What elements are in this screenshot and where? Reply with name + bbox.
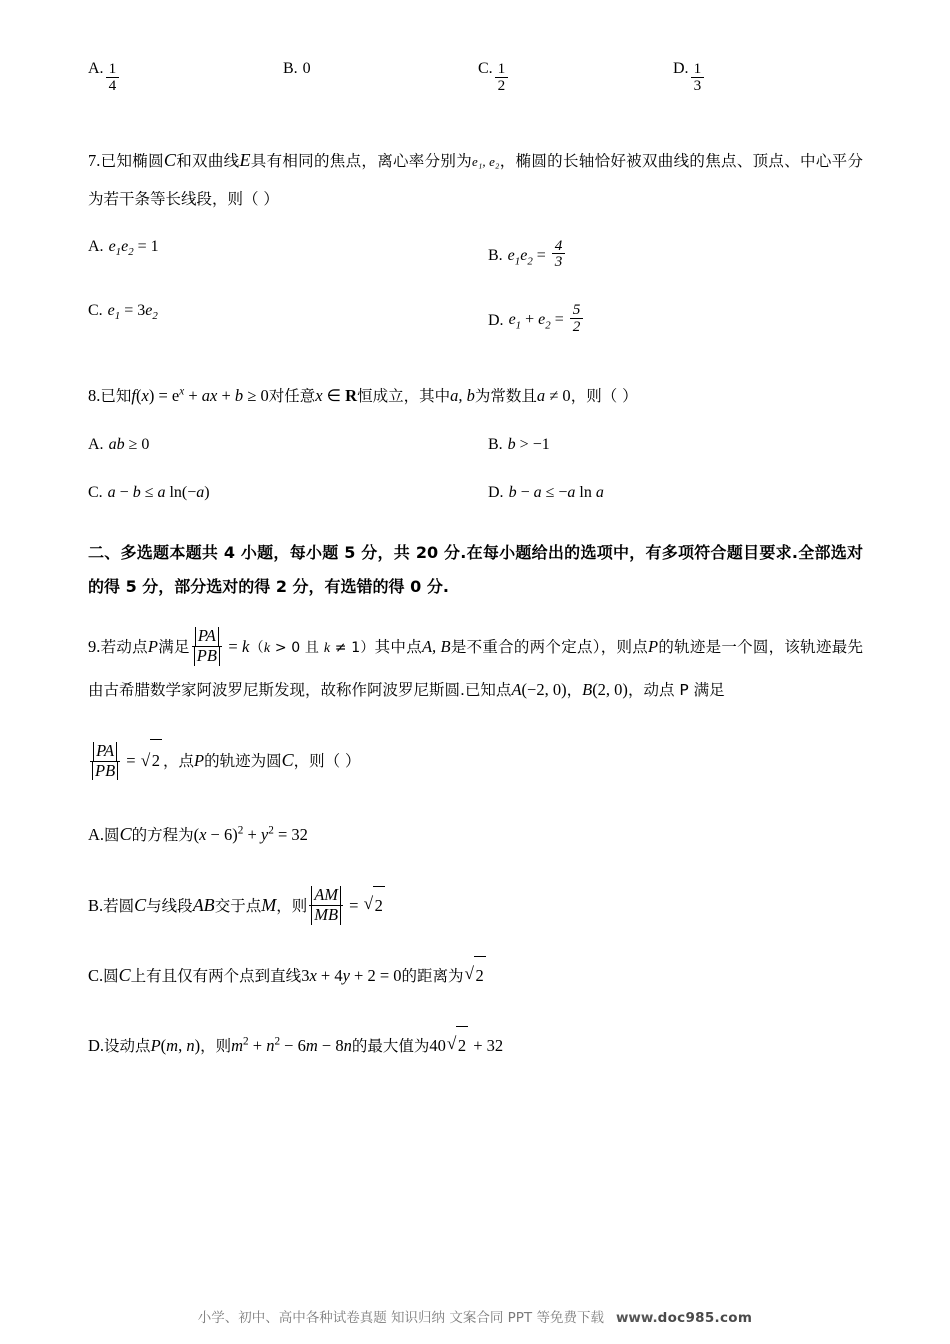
question-8-option-d-expr: b − a ≤ −a ln a <box>508 484 604 502</box>
question-8-option-a-expr: ab ≥ 0 <box>108 436 150 454</box>
question-7-option-c-label: C. <box>88 302 103 320</box>
question-7-number: 7. <box>88 150 101 170</box>
question-8-stem <box>88 377 863 414</box>
q6-option-a-value: $\frac{1}{4}$ <box>106 61 120 94</box>
question-8-option-a <box>88 436 488 454</box>
question-7-text-1: 已知椭圆 <box>100 151 164 170</box>
question-9-option-b-mid2: 交于点 <box>214 896 262 915</box>
question-9-ratio-expr-2: $\frac{PA}{PB}$ = √ 2 <box>88 751 163 770</box>
question-9-option-a-mid: 的方程为 <box>131 826 194 845</box>
question-9-option-d-expr3: 40 √ 2 + 32 <box>429 1036 503 1055</box>
question-9-text-7: ，点 <box>162 752 194 771</box>
question-7-option-a-expr: $e_1e_2 = 1$ <box>108 237 159 258</box>
question-9-point-a: A(−2, 0) <box>511 679 567 699</box>
question-8-expr-3: a, b <box>450 386 475 406</box>
question-7-var-e: E <box>239 149 251 170</box>
question-8-option-c <box>88 484 488 502</box>
question-7-option-d <box>488 302 863 335</box>
question-9-text-9: ，则（ ） <box>293 752 361 771</box>
question-8-option-b <box>488 436 863 454</box>
question-8-option-d-label: D. <box>488 484 504 502</box>
question-9-option-b-var: C <box>134 894 147 915</box>
question-9-option-d-pre: 设动点 <box>104 1036 151 1055</box>
question-8-option-c-label: C. <box>88 484 103 502</box>
question-9-stem <box>88 626 863 712</box>
question-7-text-2: 和双曲线 <box>175 151 240 170</box>
question-9-number: 9. <box>88 636 101 656</box>
question-7-var-c: C <box>163 149 176 170</box>
question-7 <box>88 140 863 335</box>
q6-option-b-value: 0 <box>302 60 311 77</box>
question-7-text-3: 具有相同的焦点，离心率分别为 <box>250 151 473 170</box>
question-9-text-6: ，动点 P 满足 <box>627 680 725 699</box>
q6-options-row <box>88 60 863 94</box>
question-9-option-c-mid: 上有且仅有两个点到直线 <box>130 967 302 986</box>
question-9-option-c-expr2: √ 2 <box>464 966 487 985</box>
q6-option-a <box>88 60 283 94</box>
question-9-option-c-mid2: 的距离为 <box>401 967 464 986</box>
section-2-heading: 二、多选题本题共 4 小题，每小题 5 分，共 20 分.在每小题给出的选项中，有多项符合题目要求.全部选对的得 5 分，部分选对的得 2 分，有选错的得 0 分. <box>88 543 863 597</box>
q6-option-a-label: A. <box>88 60 104 77</box>
question-9-text-8: 的轨迹为圆 <box>204 752 282 771</box>
question-7-option-d-label: D. <box>488 311 504 329</box>
question-7-options <box>88 238 863 271</box>
question-9-option-b-label: B. <box>88 895 104 915</box>
question-9-option-a-var: C <box>119 824 132 845</box>
question-8-option-c-expr: a − b ≤ a ln(−a) <box>107 484 210 502</box>
question-9-option-d-mid: ，则 <box>200 1036 232 1055</box>
q6-option-d-label: D. <box>673 60 689 77</box>
question-8-text-3: 恒成立，其中 <box>357 387 451 406</box>
question-7-stem <box>88 140 863 218</box>
question-9-option-c-label: C. <box>88 966 104 986</box>
question-8-number: 8. <box>88 386 101 406</box>
question-9-points-ab: A, B <box>421 636 451 656</box>
question-7-option-d-expr: $e_1 + e_2$ = $\frac{5}{2}$ <box>509 302 586 335</box>
question-9-option-d-mid2: 的最大值为 <box>351 1036 430 1055</box>
question-9-option-b-mid: 与线段 <box>146 896 193 915</box>
q6-option-b-label: B. <box>283 60 298 77</box>
question-9-option-b-expr: $\frac{AM}{MB}$ = √ 2 <box>307 896 386 915</box>
question-9-option-a-expr: $(x - 6)^2 + y^2 = 32$ <box>193 824 308 845</box>
question-9-option-b <box>88 885 863 926</box>
question-9-text-2: 满足 <box>158 637 190 656</box>
question-7-option-c <box>88 302 488 335</box>
question-8-expr-1: $f(x) = e^x$ + ax + b ≥ 0 <box>131 385 269 406</box>
question-9-option-a-pre: 圆 <box>104 826 120 845</box>
question-9-option-b-var3: M <box>261 894 277 915</box>
question-9 <box>88 626 863 1064</box>
question-9-option-b-mid3: ，则 <box>276 896 308 915</box>
question-8 <box>88 377 863 502</box>
page-footer <box>0 1306 950 1326</box>
question-9-comma: ， <box>566 680 583 699</box>
question-7-eccentricities: e₁, e₂ <box>472 153 500 169</box>
question-9-option-a-label: A. <box>88 825 105 845</box>
question-9-var-p3: P <box>194 751 205 771</box>
question-8-option-b-expr: b > −1 <box>507 436 550 454</box>
footer-text: 小学、初中、高中各种试卷真题 知识归纳 文案合同 PPT 等免费下载 <box>197 1310 604 1326</box>
question-8-option-a-label: A. <box>88 436 104 454</box>
question-8-text-5: ，则（ ） <box>570 387 638 406</box>
question-8-option-b-label: B. <box>488 436 503 454</box>
question-9-text-1: 若动点 <box>100 637 148 656</box>
question-9-condition: （k > 0 且 k ≠ 1） <box>249 639 375 656</box>
question-9-circle-c: C <box>281 750 294 771</box>
question-8-expr-4: a ≠ 0 <box>536 386 571 406</box>
question-9-stem-2 <box>88 737 863 784</box>
question-9-point-b: B(2, 0) <box>582 679 628 699</box>
question-9-option-c-pre: 圆 <box>103 967 119 986</box>
question-8-expr-2: x ∈ R <box>315 386 358 406</box>
question-9-option-b-pre: 若圆 <box>103 896 135 915</box>
question-8-options-2 <box>88 484 863 502</box>
question-7-option-b-label: B. <box>488 246 503 264</box>
question-7-text-4: ，椭圆的长轴恰好被双曲线的焦点、顶点、中心平分为若干条等长线段，则（ ） <box>88 151 863 209</box>
q6-option-c-label: C. <box>478 60 493 77</box>
question-8-options <box>88 436 863 454</box>
footer-url-prefix: www. <box>615 1310 658 1326</box>
question-9-option-d <box>88 1026 863 1064</box>
question-7-option-b-expr: $e_1e_2$ = $\frac{4}{3}$ <box>508 238 568 271</box>
question-9-option-b-var2: AB <box>192 894 215 915</box>
document-content <box>88 60 863 1064</box>
question-8-option-d <box>488 484 863 502</box>
question-9-var-p2: P <box>648 636 659 656</box>
q6-option-b <box>283 60 478 94</box>
question-7-option-b <box>488 238 863 271</box>
q6-option-c <box>478 60 673 94</box>
question-9-var-p1: P <box>147 636 159 656</box>
question-8-text-4: 为常数且 <box>474 387 537 406</box>
question-7-options-2 <box>88 302 863 335</box>
question-9-option-a <box>88 814 863 855</box>
question-7-option-a-label: A. <box>88 237 104 255</box>
question-9-option-c-expr: 3x + 4y + 2 = 0 <box>301 966 402 986</box>
q6-option-d-value: $\frac{1}{3}$ <box>691 61 705 94</box>
question-9-text-3: 其中点 <box>374 637 422 656</box>
question-9-ratio-expr: $\frac{PA}{PB}$ = k <box>190 637 250 656</box>
question-9-text-5: 的轨迹是一个圆，该轨迹最先由古希腊数学家阿波罗尼斯发现，故称作阿波罗尼斯圆.已知点 <box>88 637 863 699</box>
question-9-option-d-expr: P(m, n) <box>150 1035 201 1055</box>
question-8-text-1: 已知 <box>100 387 132 406</box>
q6-option-c-value: $\frac{1}{2}$ <box>495 61 509 94</box>
question-7-option-c-expr: $e_1 = 3e_2$ <box>107 302 158 323</box>
question-9-text-4: 是不重合的两个定点），则点 <box>450 637 648 656</box>
footer-brand: doc985.com <box>657 1310 753 1326</box>
question-9-option-d-expr2: $m^2 + n^2 - 6m - 8n$ <box>231 1035 352 1055</box>
question-9-option-c <box>88 955 863 996</box>
question-9-option-d-label: D. <box>88 1035 105 1055</box>
question-9-option-c-var: C <box>118 965 131 986</box>
q6-option-d <box>673 60 863 94</box>
question-8-text-2: 对任意 <box>268 387 316 406</box>
question-7-option-a <box>88 238 488 271</box>
